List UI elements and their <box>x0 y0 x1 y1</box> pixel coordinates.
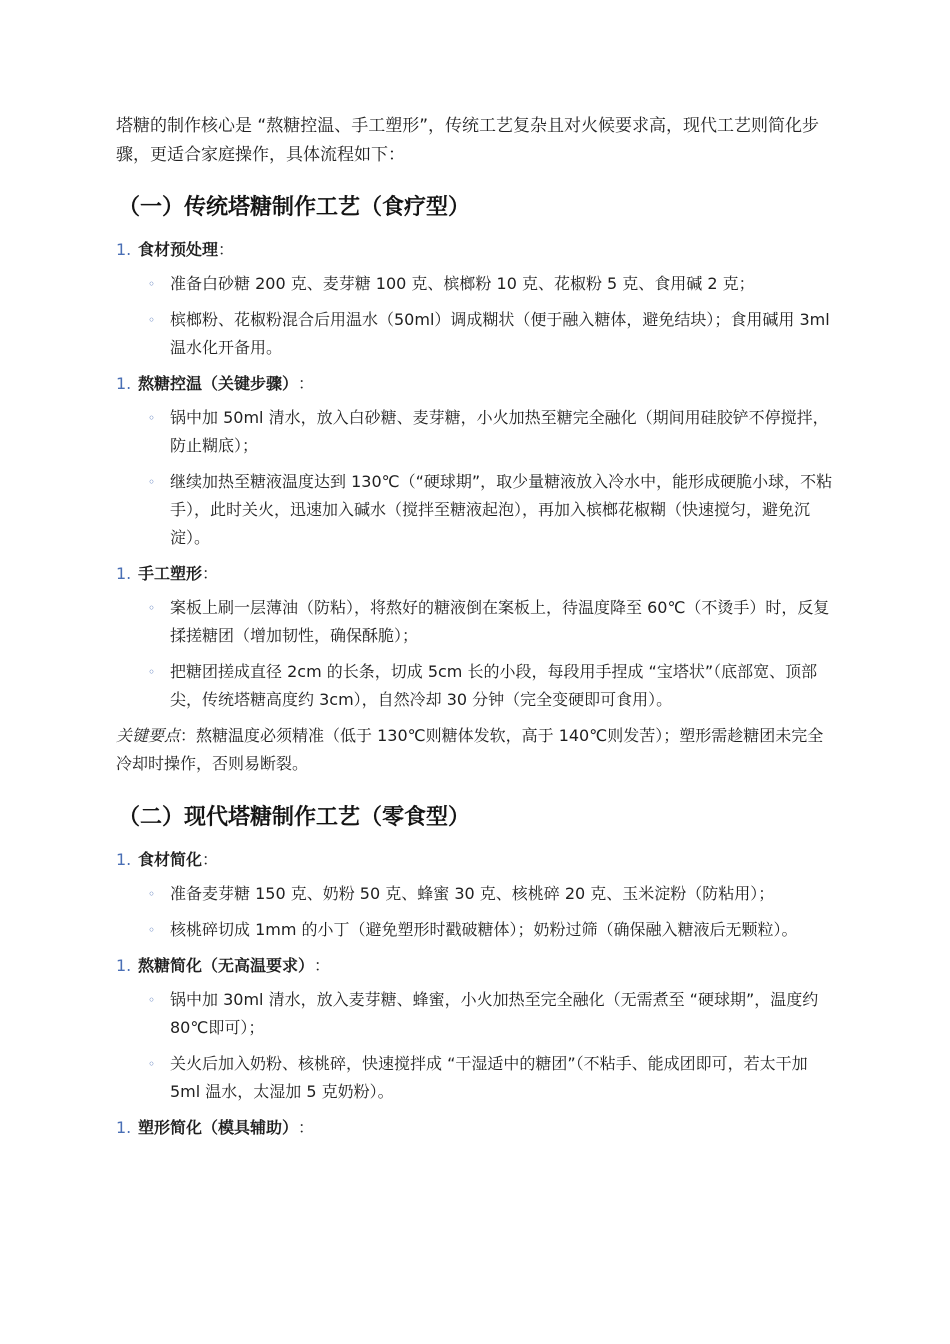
bullet-text: 槟榔粉、花椒粉混合后用温水（50ml）调成糊状（便于融入糖体，避免结块）；食用碱用 3ml 温水化开备用。 <box>170 310 830 357</box>
hollow-circle-bullet-icon: ◦ <box>148 887 156 901</box>
key-point-note <box>116 722 838 778</box>
bullet-item <box>116 986 838 1042</box>
step-number: 1. <box>116 564 132 583</box>
bullet-item <box>116 270 838 298</box>
step-colon: ： <box>218 240 235 259</box>
key-point-label: 关键要点 <box>116 726 181 745</box>
hollow-circle-bullet-icon: ◦ <box>148 665 156 679</box>
step-title: 塑形简化（模具辅助） <box>138 1118 299 1137</box>
hollow-circle-bullet-icon: ◦ <box>148 411 156 425</box>
step-number: 1. <box>116 1118 132 1137</box>
section-title: （二）现代塔糖制作工艺（零食型） <box>118 805 471 830</box>
bullet-item <box>116 658 838 714</box>
step-colon: ： <box>298 374 315 393</box>
bullet-text: 准备麦芽糖 150 克、奶粉 50 克、蜂蜜 30 克、核桃碎 20 克、玉米淀粉（防粘用）； <box>170 884 775 903</box>
step-title: 熬糖控温（关键步骤） <box>138 374 299 393</box>
hollow-circle-bullet-icon: ◦ <box>148 601 156 615</box>
step-heading <box>116 952 838 980</box>
step-heading <box>116 370 838 398</box>
bullet-item <box>116 306 838 362</box>
section-title: （一）传统塔糖制作工艺（食疗型） <box>118 195 471 220</box>
bullet-item <box>116 468 838 552</box>
bullet-item <box>116 916 838 944</box>
numbered-step <box>116 846 838 944</box>
step-heading <box>116 846 838 874</box>
sections-container <box>116 192 838 1142</box>
bullet-text: 锅中加 30ml 清水，放入麦芽糖、蜂蜜，小火加热至完全融化（无需煮至 “硬球期”，温度约 80℃即可）； <box>170 990 819 1037</box>
hollow-circle-bullet-icon: ◦ <box>148 1057 156 1071</box>
step-colon: ： <box>202 564 219 583</box>
key-point-text: ：熬糖温度必须精准（低于 130℃则糖体发软，高于 140℃则发苦）；塑形需趁糖团未完全冷却时操作，否则易断裂。 <box>116 726 824 773</box>
bullet-list <box>116 404 838 552</box>
step-colon: ： <box>314 956 331 975</box>
bullet-item <box>116 404 838 460</box>
bullet-text: 锅中加 50ml 清水，放入白砂糖、麦芽糖，小火加热至糖完全融化（期间用硅胶铲不停搅拌，防止糊底）； <box>170 408 829 455</box>
intro-paragraph: 塔糖的制作核心是 “熬糖控温、手工塑形”，传统工艺复杂且对火候要求高，现代工艺则简化步骤，更适合家庭操作，具体流程如下： <box>116 116 820 165</box>
step-title: 熬糖简化（无高温要求） <box>138 956 315 975</box>
bullet-text: 核桃碎切成 1mm 的小丁（避免塑形时戳破糖体）；奶粉过筛（确保融入糖液后无颗粒）。 <box>170 920 798 939</box>
bullet-text: 准备白砂糖 200 克、麦芽糖 100 克、槟榔粉 10 克、花椒粉 5 克、食用碱 2 克； <box>170 274 755 293</box>
numbered-step <box>116 236 838 362</box>
step-heading <box>116 1114 838 1142</box>
bullet-list <box>116 594 838 714</box>
step-title: 食材预处理 <box>138 240 219 259</box>
numbered-step <box>116 560 838 714</box>
step-title: 食材简化 <box>138 850 203 869</box>
step-number: 1. <box>116 956 132 975</box>
numbered-step <box>116 370 838 552</box>
bullet-list <box>116 880 838 944</box>
document-page <box>116 112 838 1148</box>
bullet-text: 把糖团搓成直径 2cm 的长条，切成 5cm 长的小段，每段用手捏成 “宝塔状”（底部宽、顶部尖，传统塔糖高度约 3cm），自然冷却 30 分钟（完全变硬即可食用）。 <box>170 662 818 709</box>
hollow-circle-bullet-icon: ◦ <box>148 993 156 1007</box>
step-heading <box>116 236 838 264</box>
hollow-circle-bullet-icon: ◦ <box>148 923 156 937</box>
hollow-circle-bullet-icon: ◦ <box>148 475 156 489</box>
bullet-list <box>116 986 838 1106</box>
bullet-list <box>116 270 838 362</box>
bullet-item <box>116 594 838 650</box>
bullet-text: 继续加热至糖液温度达到 130℃（“硬球期”，取少量糖液放入冷水中，能形成硬脆小球，不粘手），此时关火，迅速加入碱水（搅拌至糖液起泡），再加入槟榔花椒糊（快速搅匀，避免沉淀）。 <box>170 472 833 547</box>
step-heading <box>116 560 838 588</box>
bullet-text: 关火后加入奶粉、核桃碎，快速搅拌成 “干湿适中的糖团”（不粘手、能成团即可，若太干加 5ml 温水，太湿加 5 克奶粉）。 <box>170 1054 808 1101</box>
hollow-circle-bullet-icon: ◦ <box>148 277 156 291</box>
step-title: 手工塑形 <box>138 564 203 583</box>
step-colon: ： <box>298 1118 315 1137</box>
step-number: 1. <box>116 240 132 259</box>
hollow-circle-bullet-icon: ◦ <box>148 313 156 327</box>
step-number: 1. <box>116 850 132 869</box>
bullet-text: 案板上刷一层薄油（防粘），将熬好的糖液倒在案板上，待温度降至 60℃（不烫手）时，反复揉搓糖团（增加韧性，确保酥脆）； <box>170 598 830 645</box>
bullet-item <box>116 880 838 908</box>
step-colon: ： <box>202 850 219 869</box>
bullet-item <box>116 1050 838 1106</box>
step-number: 1. <box>116 374 132 393</box>
numbered-step <box>116 1114 838 1142</box>
numbered-step <box>116 952 838 1106</box>
